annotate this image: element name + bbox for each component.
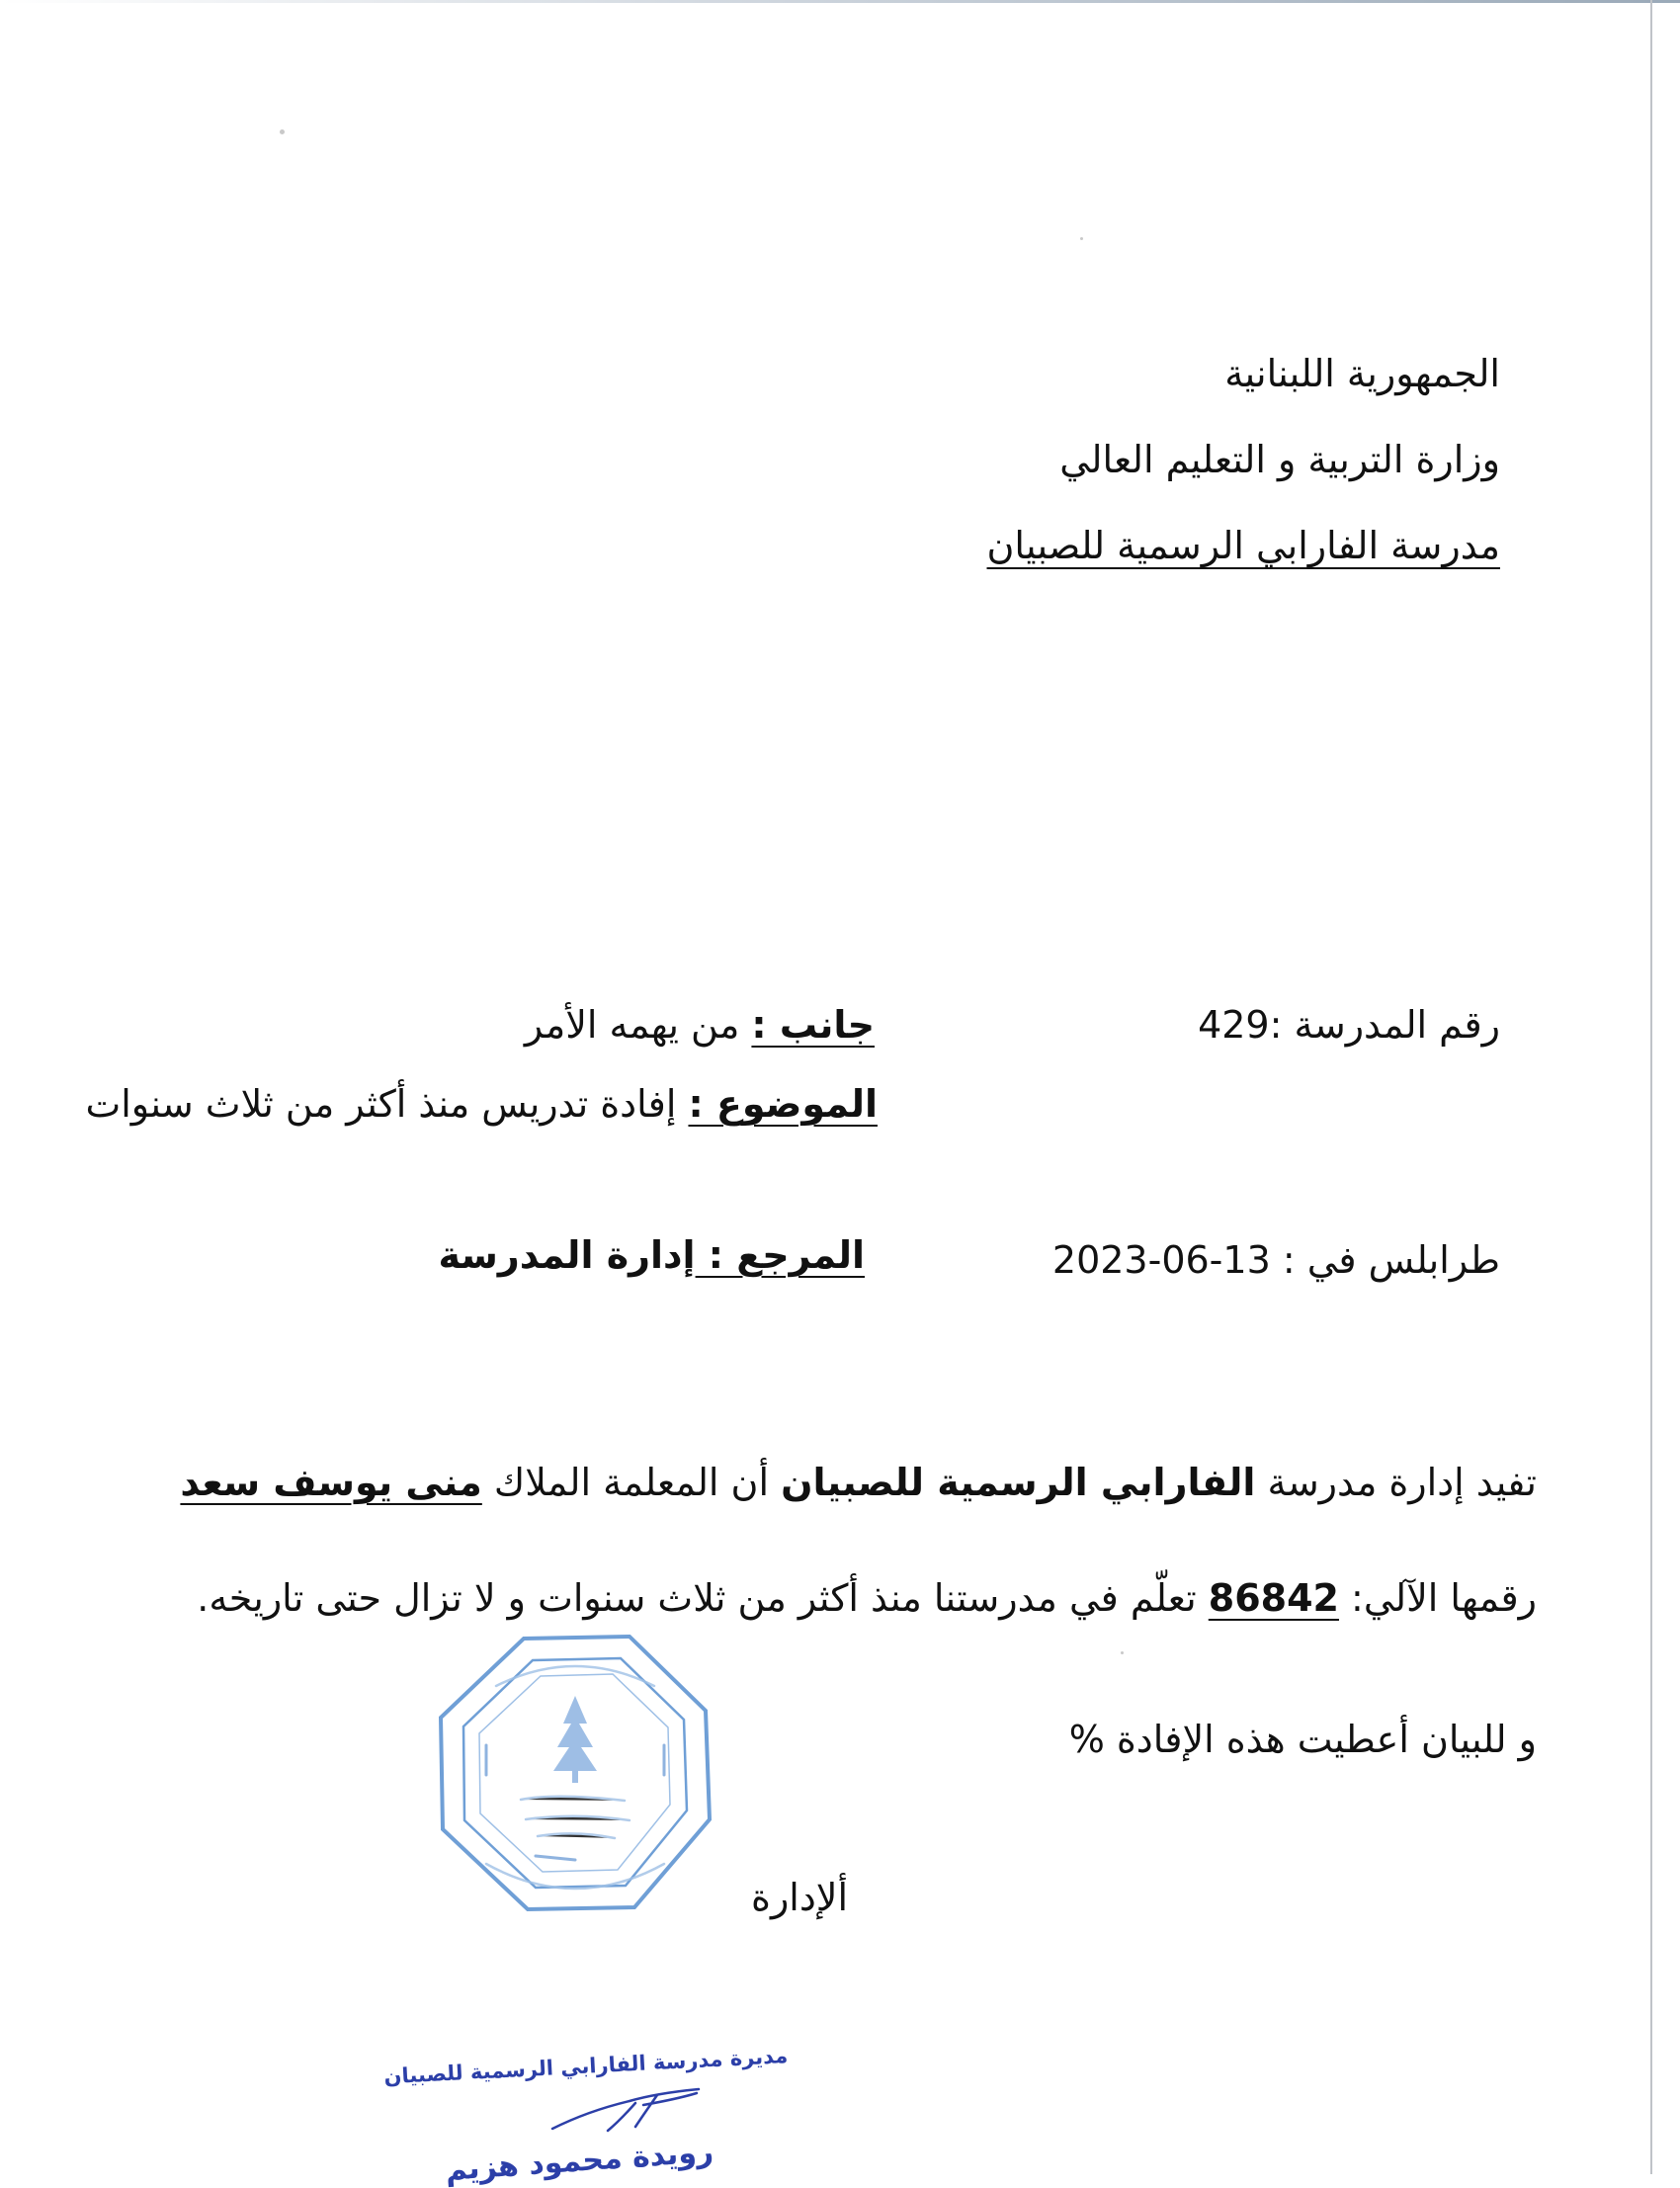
- subject-label: الموضوع :: [688, 1082, 878, 1126]
- reference-line: [438, 1230, 865, 1280]
- header-school-name: مدرسة الفارابي الرسمية للصبيان: [986, 524, 1500, 567]
- place-date-line: [1052, 1235, 1500, 1285]
- body-line-1-middle: أن المعلمة الملاك: [481, 1461, 782, 1504]
- body-line-1: [180, 1458, 1537, 1507]
- place-date-label: طرابلس في :: [1270, 1238, 1500, 1282]
- body-line-2-suffix: تعلّم في مدرستنا منذ أكثر من ثلاث سنوات و لا تزال حتى تاريخه.: [197, 1576, 1209, 1620]
- header-ministry: وزارة التربية و التعليم العالي: [1059, 438, 1500, 481]
- signature-caption: مديرة مدرسة الفارابي الرسمية للصبيان: [382, 2044, 789, 2089]
- subject-line: [85, 1079, 878, 1129]
- letter-date: 2023-06-13: [1051, 1238, 1271, 1282]
- body-line-3: و للبيان أعطيت هذه الإفادة %: [1068, 1718, 1537, 1761]
- addressee-value: من يهمه الأمر: [524, 1003, 752, 1047]
- header-republic: الجمهورية اللبنانية: [1224, 352, 1500, 395]
- reference-label: المرجع :: [695, 1233, 865, 1277]
- scan-speck: [280, 129, 285, 134]
- scan-top-edge: [0, 0, 1680, 3]
- closing-administration: ألإدارة: [751, 1876, 848, 1919]
- body-line-2-prefix: رقمها الآلي:: [1338, 1576, 1537, 1620]
- scan-speck: [1121, 1651, 1124, 1654]
- scan-page-edge: [1650, 0, 1652, 2174]
- official-stamp: [427, 1627, 723, 1923]
- body-school-name: الفارابي الرسمية للصبيان: [781, 1461, 1256, 1504]
- reference-value: إدارة المدرسة: [438, 1233, 696, 1277]
- school-number: رقم المدرسة :429: [1198, 1003, 1500, 1047]
- body-line-2: [197, 1573, 1537, 1623]
- handwritten-signature: [548, 2081, 707, 2141]
- staff-number: 86842: [1208, 1576, 1339, 1620]
- body-line-1-prefix: تفيد إدارة مدرسة: [1255, 1461, 1537, 1504]
- teacher-name: منى يوسف سعد: [180, 1461, 482, 1504]
- subject-value: إفادة تدريس منذ أكثر من ثلاث سنوات: [85, 1082, 689, 1126]
- scan-speck: [1080, 237, 1083, 240]
- signature-name: رويدة محمود هزيم: [444, 2135, 715, 2188]
- addressee-label: جانب :: [751, 1003, 875, 1047]
- addressee-line: [525, 1000, 875, 1050]
